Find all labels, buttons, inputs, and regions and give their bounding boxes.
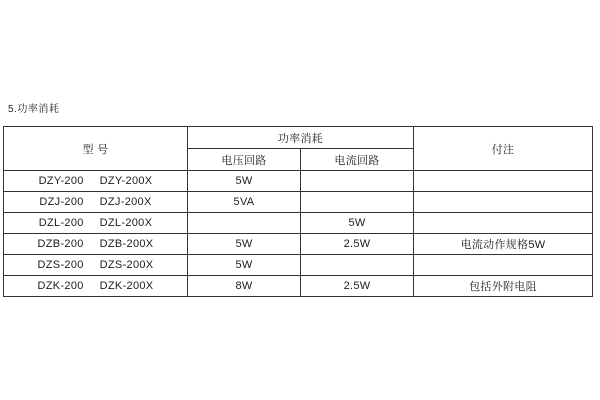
- current-cell: [301, 255, 414, 276]
- model-name: DZY-200: [38, 175, 84, 187]
- notes-cell: [414, 213, 593, 234]
- model-name-x: DZJ-200X: [99, 196, 152, 208]
- model-cell: [4, 234, 188, 255]
- current-cell: [301, 192, 414, 213]
- model-cell: [4, 213, 188, 234]
- table-row: [4, 276, 593, 297]
- model-name-x: DZY-200X: [99, 175, 153, 187]
- model-name-x: DZL-200X: [99, 217, 153, 229]
- model-name: DZB-200: [37, 238, 84, 250]
- voltage-cell: 5W: [188, 171, 301, 192]
- current-circuit-header: 电流回路: [301, 149, 414, 171]
- model-name-x: DZK-200X: [99, 280, 154, 292]
- current-cell: 2.5W: [301, 234, 414, 255]
- notes-cell: [414, 171, 593, 192]
- voltage-cell: 5W: [188, 234, 301, 255]
- power-consumption-table: [3, 126, 593, 297]
- table-row: [4, 171, 593, 192]
- voltage-circuit-header: 电压回路: [188, 149, 301, 171]
- model-cell: [4, 192, 188, 213]
- table-row: [4, 255, 593, 276]
- notes-column-header: 付注: [414, 127, 593, 171]
- table-row: [4, 213, 593, 234]
- model-cell: [4, 171, 188, 192]
- header-row-group: [4, 127, 593, 149]
- current-cell: 2.5W: [301, 276, 414, 297]
- model-cell: [4, 255, 188, 276]
- model-cell: [4, 276, 188, 297]
- notes-cell: [414, 255, 593, 276]
- notes-cell: 包括外附电阻: [414, 276, 593, 297]
- voltage-cell: 5VA: [188, 192, 301, 213]
- notes-cell: 电流动作规格5W: [414, 234, 593, 255]
- voltage-cell: 5W: [188, 255, 301, 276]
- voltage-cell: [188, 213, 301, 234]
- current-cell: 5W: [301, 213, 414, 234]
- model-name-x: DZS-200X: [99, 259, 154, 271]
- model-name: DZJ-200: [39, 196, 84, 208]
- section-title: 5.功率消耗: [8, 104, 60, 115]
- notes-cell: [414, 192, 593, 213]
- table-row: [4, 192, 593, 213]
- power-group-header: 功率消耗: [188, 127, 414, 149]
- model-name-x: DZB-200X: [99, 238, 154, 250]
- table-row: [4, 234, 593, 255]
- model-name: DZS-200: [37, 259, 84, 271]
- current-cell: [301, 171, 414, 192]
- model-name: DZL-200: [38, 217, 84, 229]
- model-column-header: 型 号: [4, 127, 188, 171]
- model-name: DZK-200: [37, 280, 84, 292]
- voltage-cell: 8W: [188, 276, 301, 297]
